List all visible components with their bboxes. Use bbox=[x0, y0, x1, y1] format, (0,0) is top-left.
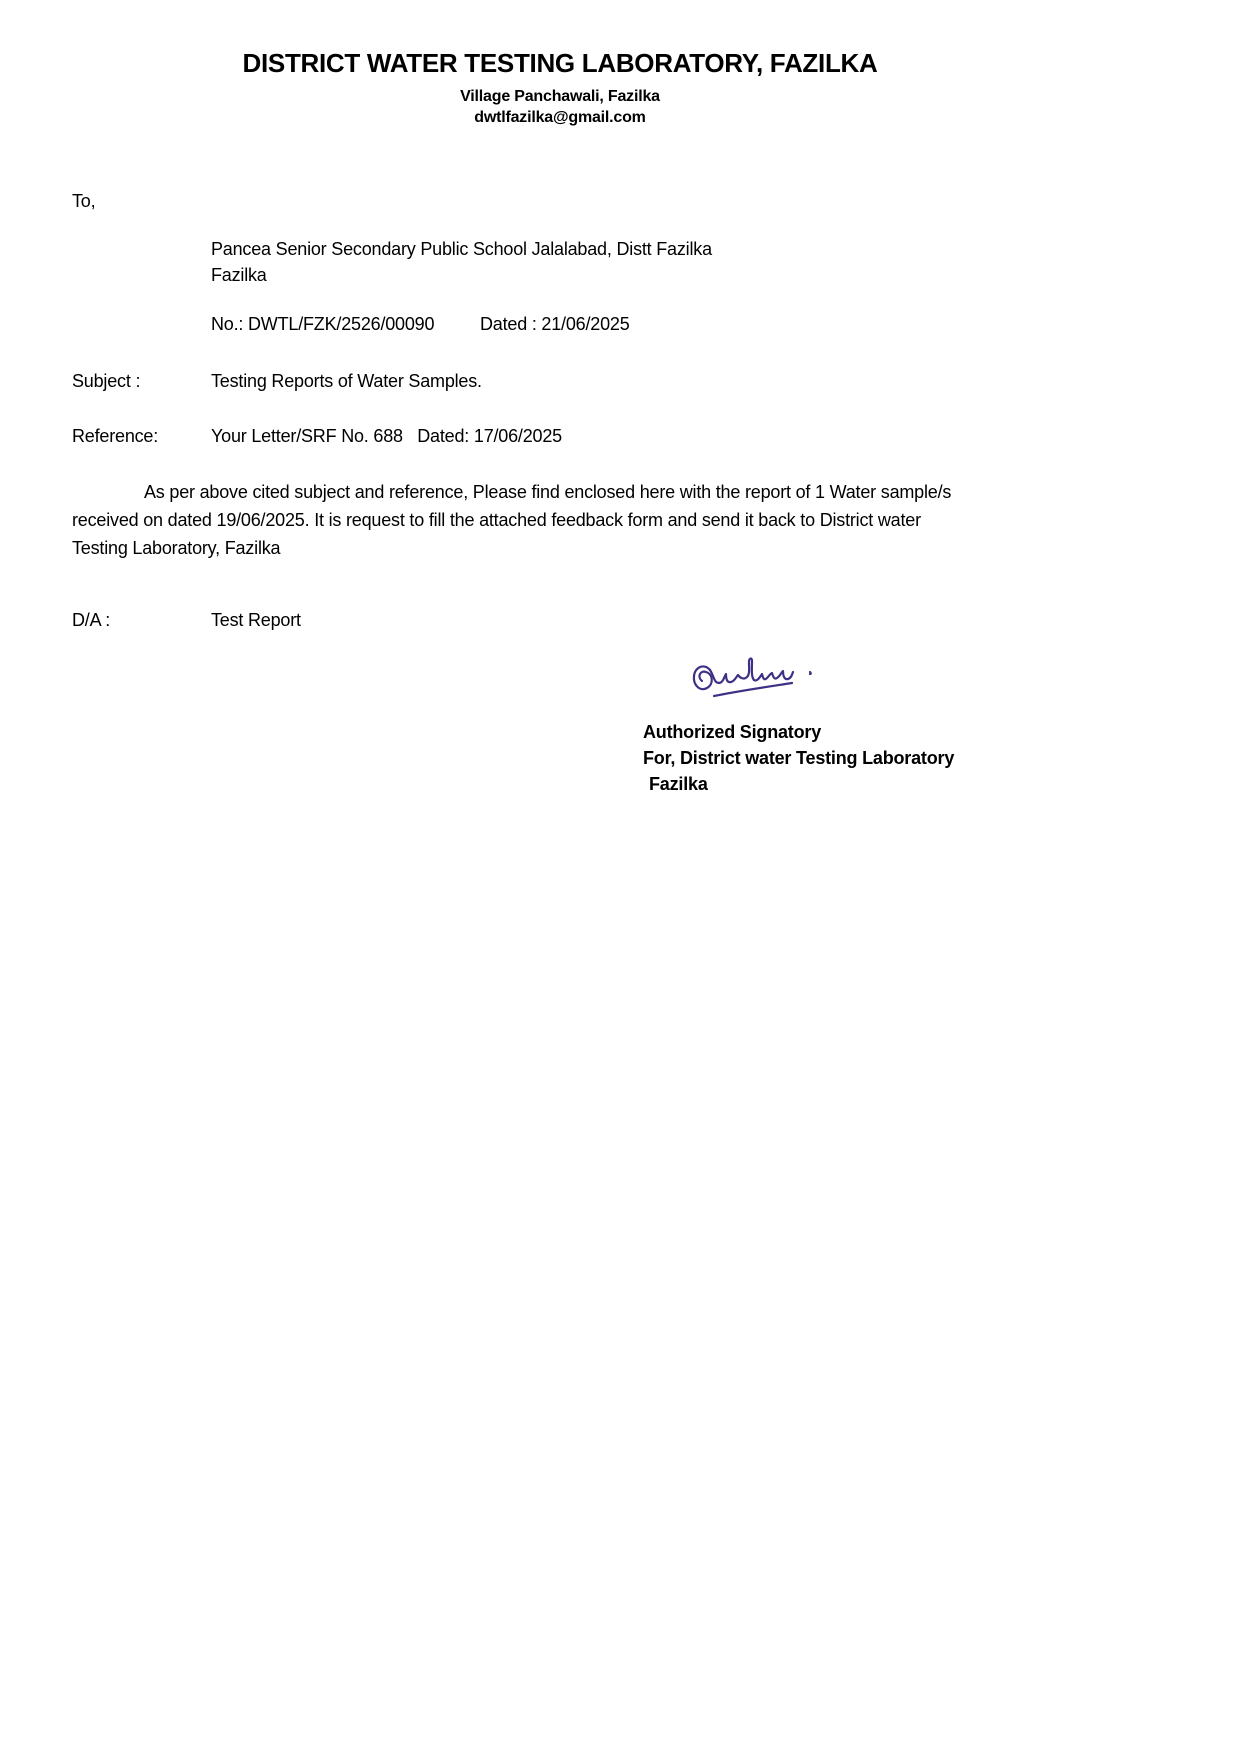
letter-number: No.: DWTL/FZK/2526/00090 bbox=[211, 314, 435, 334]
signature-place-line: Fazilka bbox=[649, 774, 708, 794]
recipient-salutation: To, bbox=[72, 191, 96, 211]
enclosure-label: D/A : bbox=[72, 610, 111, 630]
letter-date: Dated : 21/06/2025 bbox=[480, 314, 630, 334]
body-line-2: received on dated 19/06/2025. It is request to fill the attached feedback form and send it back to District water bbox=[72, 510, 921, 530]
letterhead bbox=[0, 48, 1120, 128]
body-line-1: As per above cited subject and reference, Please find enclosed here with the report of 1 Water sample/s bbox=[144, 482, 952, 502]
laboratory-email: dwtlfazilka@gmail.com bbox=[474, 109, 646, 126]
authorized-signatory-line: Authorized Signatory bbox=[643, 722, 822, 742]
enclosure-value: Test Report bbox=[211, 610, 301, 630]
laboratory-address: Village Panchawali, Fazilka bbox=[460, 88, 660, 105]
laboratory-title: DISTRICT WATER TESTING LABORATORY, FAZILKA bbox=[242, 48, 878, 78]
recipient-line2: Fazilka bbox=[211, 265, 267, 285]
for-organization-line: For, District water Testing Laboratory bbox=[643, 748, 955, 768]
signature-image bbox=[686, 650, 820, 712]
subject-label: Subject : bbox=[72, 371, 141, 391]
body-line-3: Testing Laboratory, Fazilka bbox=[72, 538, 281, 558]
reference-label: Reference: bbox=[72, 426, 159, 446]
subject-value: Testing Reports of Water Samples. bbox=[211, 371, 482, 391]
reference-value: Your Letter/SRF No. 688 Dated: 17/06/2025 bbox=[211, 426, 562, 446]
recipient-line1: Pancea Senior Secondary Public School Jalalabad, Distt Fazilka bbox=[211, 239, 712, 259]
